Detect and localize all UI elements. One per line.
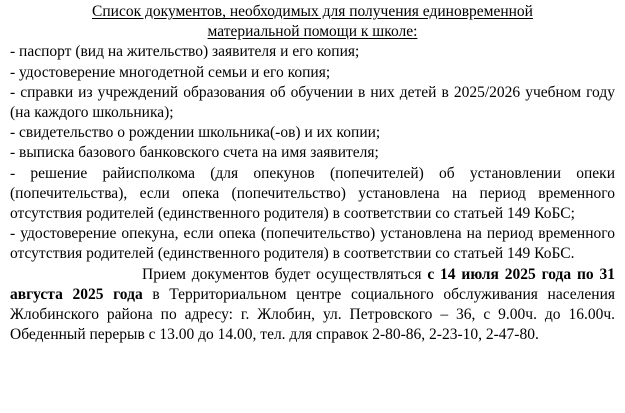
list-item-bank-statement: - выписка базового банковского счета на имя заявителя; [10, 144, 379, 162]
closing-rest: в Территориальном центре социального обслуживания населения Жлобинского района по адресу: г. Жлобин, ул. Петровского – 36, с 9.00ч. до 16.00ч. Обеденный перерыв с 13.00 до 14.00, тел. для справок 2-80-86, 2-23-10, 2-47-80. [10, 285, 615, 344]
list-item-guardian-certificate: - удостоверение опекуна, если опека (попечительство) установлена на период временного отсутствия родителей (единственного родителя) в соответствии со статьей 149 КоБС. [10, 225, 615, 263]
list-item-large-family-certificate: - удостоверение многодетной семьи и его копия; [10, 63, 331, 81]
list-item-school-certificates: - справки из учреждений образования об обучении в них детей в 2025/2026 учебном году (на каждого школьника); [10, 83, 615, 122]
title-line-1: Список документов, необходимых для получения единовременной [92, 3, 533, 20]
closing-paragraph [10, 265, 615, 346]
list-item-guardianship-decision: - решение райисполкома (для опекунов (попечителей) об установлении опеки (попечительства), если опека (попечительство) установлена на период временного отсутствия родителей (единственного родителя) в соответствии со статьей 149 КоБС; [10, 164, 615, 223]
list-item-birth-certificate: - свидетельство о рождении школьника(-ов) и их копии; [10, 124, 381, 142]
closing-dates: с 14 июля 2025 года по 31 августа 2025 года [10, 265, 615, 303]
list-item-passport: - паспорт (вид на жительство) заявителя и его копия; [10, 43, 360, 61]
closing-intro: Прием документов будет осуществляться [142, 265, 428, 283]
document-title [10, 2, 615, 42]
title-line-2: материальной помощи к школе: [207, 23, 418, 41]
